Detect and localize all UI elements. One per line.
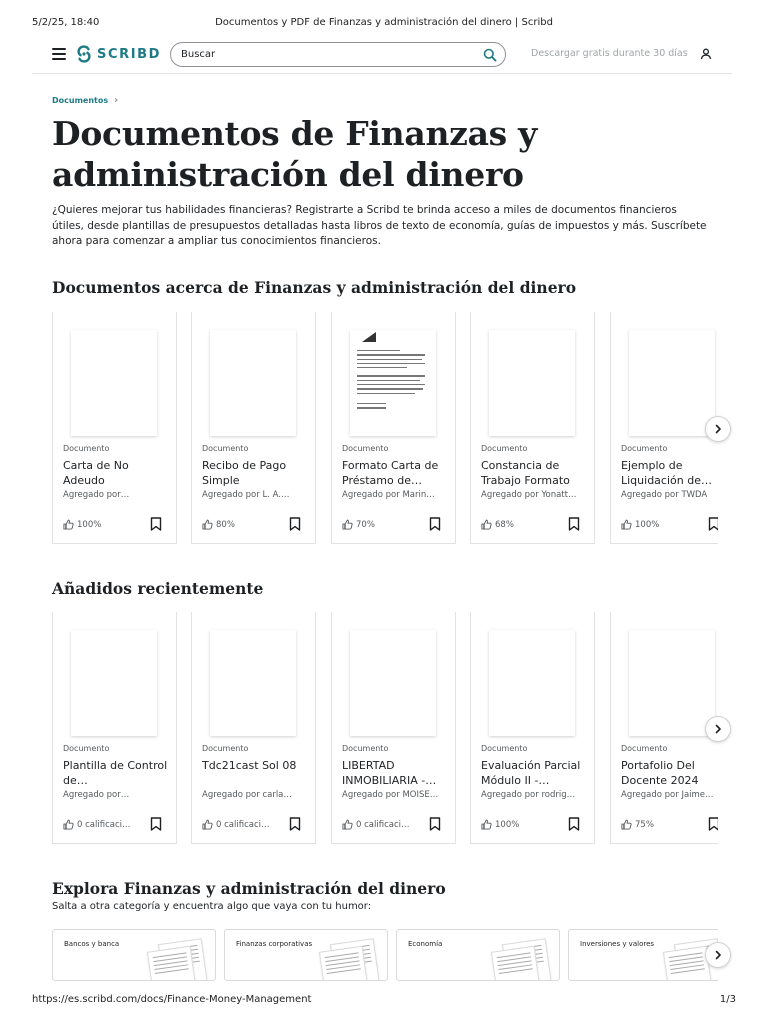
document-thumbnail [489,330,575,436]
scribd-logo-icon [76,45,92,63]
document-card[interactable] [331,612,456,844]
cards-track [52,612,718,846]
print-header [0,0,768,40]
document-type: Documento [63,444,110,453]
thumbs-up-icon [63,819,74,830]
bookmark-icon[interactable] [289,817,301,831]
chevron-right-icon [713,424,723,434]
document-author[interactable]: Agregado por carla… [202,790,292,800]
intro-text: ¿Quieres mejorar tus habilidades financieras? Registrarte a Scribd te brinda acceso a miles de documentos financieros útiles, desde plantillas de presupuestos detalladas hasta libros de texto de economía, guías de impuestos y más. Suscríbete ahora para comenzar a ampliar tus conocimientos financieros. [52,204,707,247]
section-title-recent: Añadidos recientemente [52,579,264,598]
document-thumbnail [629,330,715,436]
document-author[interactable]: Agregado por Jaime… [621,790,714,800]
scribd-logo[interactable] [76,43,161,65]
document-title[interactable]: Carta de No Adeudo [63,459,129,487]
carousel-next-button[interactable] [705,716,731,742]
user-account-button[interactable] [694,42,718,66]
chevron-right-icon [713,950,723,960]
print-title: Documentos y PDF de Finanzas y administración del dinero | Scribd [215,17,553,28]
category-carousel [52,929,732,983]
document-type: Documento [342,444,389,453]
bookmark-icon[interactable] [289,517,301,531]
rating-value: 0 calificaci… [77,819,131,830]
document-card[interactable] [191,612,316,844]
section-title-explore: Explora Finanzas y administración del dinero [52,879,446,898]
print-page-count: 1/3 [719,994,736,1005]
document-thumbnail [629,630,715,736]
document-thumbnail [210,330,296,436]
thumbs-up-icon [621,819,632,830]
document-title[interactable]: Formato Carta de Préstamo de… [342,459,439,487]
document-type: Documento [63,744,110,753]
rating-value: 68% [495,519,514,530]
carousel-next-button[interactable] [705,416,731,442]
category-card[interactable] [224,929,388,981]
top-nav-bar [32,40,732,74]
document-thumbnail [489,630,575,736]
bookmark-icon[interactable] [150,817,162,831]
rating-value: 70% [356,519,375,530]
document-type: Documento [202,444,249,453]
print-footer [0,994,768,1008]
search-input[interactable] [181,47,471,62]
category-card[interactable] [52,929,216,981]
rating-value: 80% [216,519,235,530]
rating-value: 0 calificaci… [356,819,410,830]
bookmark-icon[interactable] [429,817,441,831]
thumbs-up-icon [202,819,213,830]
document-type: Documento [481,444,528,453]
bookmark-icon[interactable] [150,517,162,531]
document-card[interactable] [52,612,177,844]
category-label: Economía [408,940,443,948]
rating-value: 100% [495,819,520,830]
document-rating [202,819,282,830]
category-image [142,936,210,981]
bookmark-icon[interactable] [708,817,718,831]
rating-value: 0 calificaci… [216,819,270,830]
document-title[interactable]: Tdc21cast Sol 08 [202,759,297,772]
document-author[interactable]: Agregado por L. A.… [202,490,290,500]
document-type: Documento [202,744,249,753]
search-box[interactable] [170,42,506,67]
document-author[interactable]: Agregado por MOISE… [342,790,439,800]
category-label: Finanzas corporativas [236,940,313,948]
document-rating [621,819,701,830]
category-next-button[interactable] [705,942,731,968]
search-icon[interactable] [483,48,497,62]
print-url: https://es.scribd.com/docs/Finance-Money-Management [32,994,312,1005]
user-icon [700,48,712,60]
document-thumbnail [71,330,157,436]
carousel-recent [52,612,732,846]
chevron-right-icon [713,724,723,734]
logo-text: SCRIBD [97,46,162,62]
download-free-link[interactable]: Descargar gratis durante 30 días [531,48,688,59]
bookmark-icon[interactable] [568,517,580,531]
document-rating [202,519,282,530]
section-subtitle-explore: Salta a otra categoría y encuentra algo que vaya con tu humor: [52,901,372,912]
document-rating [342,519,422,530]
document-card[interactable] [610,312,718,544]
document-type: Documento [481,744,528,753]
menu-icon[interactable] [52,48,66,60]
thumbs-up-icon [342,819,353,830]
document-thumbnail [71,630,157,736]
section-title-about: Documentos acerca de Finanzas y administración del dinero [52,278,577,297]
document-author[interactable]: Agregado por TWDA [621,490,708,500]
document-title[interactable]: Evaluación Parcial Módulo II -… [481,759,581,787]
document-rating [342,819,422,830]
document-card[interactable] [52,312,177,544]
document-card[interactable] [191,312,316,544]
category-card[interactable] [396,929,560,981]
bookmark-icon[interactable] [429,517,441,531]
rating-value: 100% [77,519,102,530]
document-author[interactable]: Agregado por… [63,490,130,500]
page-title: Documentos de Finanzas y administración del dinero [52,114,537,194]
document-rating [63,519,143,530]
thumbs-up-icon [342,519,353,530]
document-title[interactable]: Recibo de Pago Simple [202,459,287,487]
document-card[interactable] [470,612,595,844]
thumbs-up-icon [481,819,492,830]
rating-value: 75% [635,819,654,830]
document-thumbnail [350,330,436,436]
document-card[interactable] [331,312,456,544]
document-type: Documento [621,444,668,453]
document-title[interactable]: LIBERTAD INMOBILIARIA -… [342,759,437,787]
document-title[interactable]: Constancia de Trabajo Formato [481,459,570,487]
document-thumbnail [350,630,436,736]
document-author[interactable]: Agregado por Marin… [342,490,435,500]
breadcrumb-documentos[interactable]: Documentos [52,96,109,105]
thumbs-up-icon [481,519,492,530]
document-title[interactable]: Portafolio Del Docente 2024 [621,759,699,787]
document-author[interactable]: Agregado por Yonatt… [481,490,577,500]
document-card[interactable] [470,312,595,544]
document-rating [481,519,561,530]
category-image [314,936,382,981]
bookmark-icon[interactable] [568,817,580,831]
document-rating [63,819,143,830]
category-track [52,929,718,983]
chevron-right-icon: › [114,95,119,106]
print-datetime: 5/2/25, 18:40 [32,17,100,28]
category-card[interactable] [568,929,718,981]
thumbs-up-icon [202,519,213,530]
category-label: Bancos y banca [64,940,120,948]
document-rating [621,519,701,530]
document-rating [481,819,561,830]
thumbs-up-icon [63,519,74,530]
carousel-about [52,312,732,546]
category-label: Inversiones y valores [580,940,655,948]
cards-track [52,312,718,546]
document-author[interactable]: Agregado por rodrig… [481,790,576,800]
document-author[interactable]: Agregado por… [63,790,130,800]
document-thumbnail [210,630,296,736]
bookmark-icon[interactable] [708,517,718,531]
document-title[interactable]: Ejemplo de Liquidación de… [621,459,712,487]
document-type: Documento [342,744,389,753]
document-title[interactable]: Plantilla de Control de… [63,759,168,787]
breadcrumb [52,95,118,106]
rating-value: 100% [635,519,660,530]
document-card[interactable] [610,612,718,844]
category-image [486,936,554,981]
document-type: Documento [621,744,668,753]
thumbs-up-icon [621,519,632,530]
